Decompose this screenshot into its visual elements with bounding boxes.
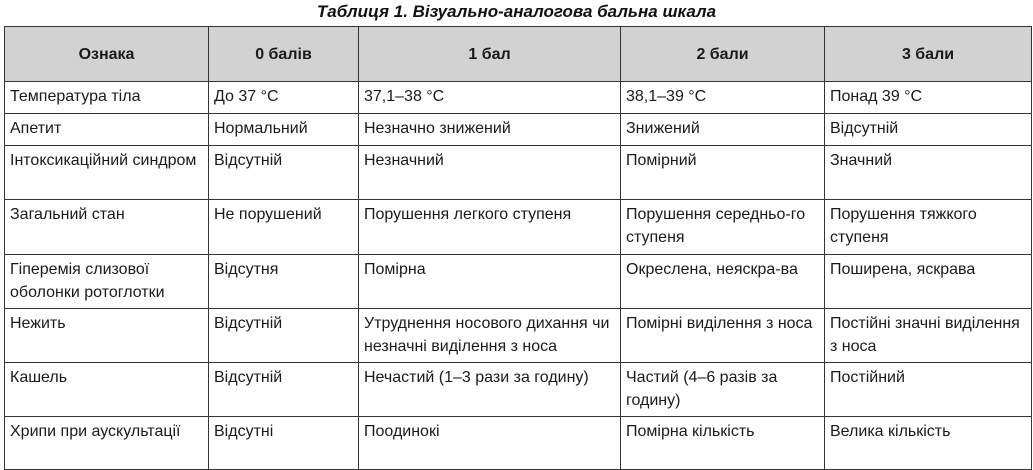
- table-cell: Кашель: [5, 363, 209, 417]
- table-row: [5, 417, 1032, 470]
- table-cell: Помірна кількість: [621, 417, 825, 470]
- table-cell: Нормальний: [209, 114, 359, 146]
- table-row: [5, 146, 1032, 200]
- table-cell: Помірні виділення з носа: [621, 309, 825, 363]
- table-cell: Апетит: [5, 114, 209, 146]
- table-cell: Незначно знижений: [359, 114, 621, 146]
- table-row: [5, 255, 1032, 309]
- table-cell: Відсутні: [209, 417, 359, 470]
- table-cell: Значний: [825, 146, 1032, 200]
- table-cell: Окреслена, неяскра-ва: [621, 255, 825, 309]
- table-cell: Велика кількість: [825, 417, 1032, 470]
- table-cell: Хрипи при аускультації: [5, 417, 209, 470]
- table-cell: Поширена, яскрава: [825, 255, 1032, 309]
- table-cell: Відсутній: [209, 363, 359, 417]
- table-cell: Відсутній: [209, 146, 359, 200]
- table-cell: Знижений: [621, 114, 825, 146]
- header-cell-sign: Ознака: [5, 27, 209, 82]
- header-cell-3-points: 3 бали: [825, 27, 1032, 82]
- table-row: [5, 200, 1032, 255]
- table-cell: До 37 °С: [209, 82, 359, 114]
- table-cell: Інтоксикаційний синдром: [5, 146, 209, 200]
- table-cell: 37,1–38 °С: [359, 82, 621, 114]
- table-row: [5, 363, 1032, 417]
- header-row: [5, 27, 1032, 82]
- table-cell: Нечастий (1–3 рази за годину): [359, 363, 621, 417]
- table-cell: 38,1–39 °С: [621, 82, 825, 114]
- table-cell: Порушення середньо-го ступеня: [621, 200, 825, 255]
- table-cell: Незначний: [359, 146, 621, 200]
- table-row: [5, 82, 1032, 114]
- table-cell: Частий (4–6 разів за годину): [621, 363, 825, 417]
- table-cell: Відсутня: [209, 255, 359, 309]
- table-cell: Гіперемія слизової оболонки ротоглотки: [5, 255, 209, 309]
- scale-table: [4, 26, 1032, 470]
- table-cell: Понад 39 °С: [825, 82, 1032, 114]
- table-row: [5, 114, 1032, 146]
- table-cell: Нежить: [5, 309, 209, 363]
- table-cell: Відсутній: [209, 309, 359, 363]
- table-cell: Постійні значні виділення з носа: [825, 309, 1032, 363]
- table-cell: Порушення тяжкого ступеня: [825, 200, 1032, 255]
- table-row: [5, 309, 1032, 363]
- header-cell-0-points: 0 балів: [209, 27, 359, 82]
- table-cell: Поодинокі: [359, 417, 621, 470]
- table-cell: Не порушений: [209, 200, 359, 255]
- table-cell: Порушення легкого ступеня: [359, 200, 621, 255]
- table-cell: Постійний: [825, 363, 1032, 417]
- table-cell: Утруднення носового дихання чи незначні виділення з носа: [359, 309, 621, 363]
- table-cell: Відсутній: [825, 114, 1032, 146]
- table-cell: Загальний стан: [5, 200, 209, 255]
- table-cell: Помірна: [359, 255, 621, 309]
- table-cell: Температура тіла: [5, 82, 209, 114]
- header-cell-2-points: 2 бали: [621, 27, 825, 82]
- header-cell-1-point: 1 бал: [359, 27, 621, 82]
- table-caption: Таблиця 1. Візуально-аналогова бальна шкала: [316, 2, 717, 21]
- table-cell: Помірний: [621, 146, 825, 200]
